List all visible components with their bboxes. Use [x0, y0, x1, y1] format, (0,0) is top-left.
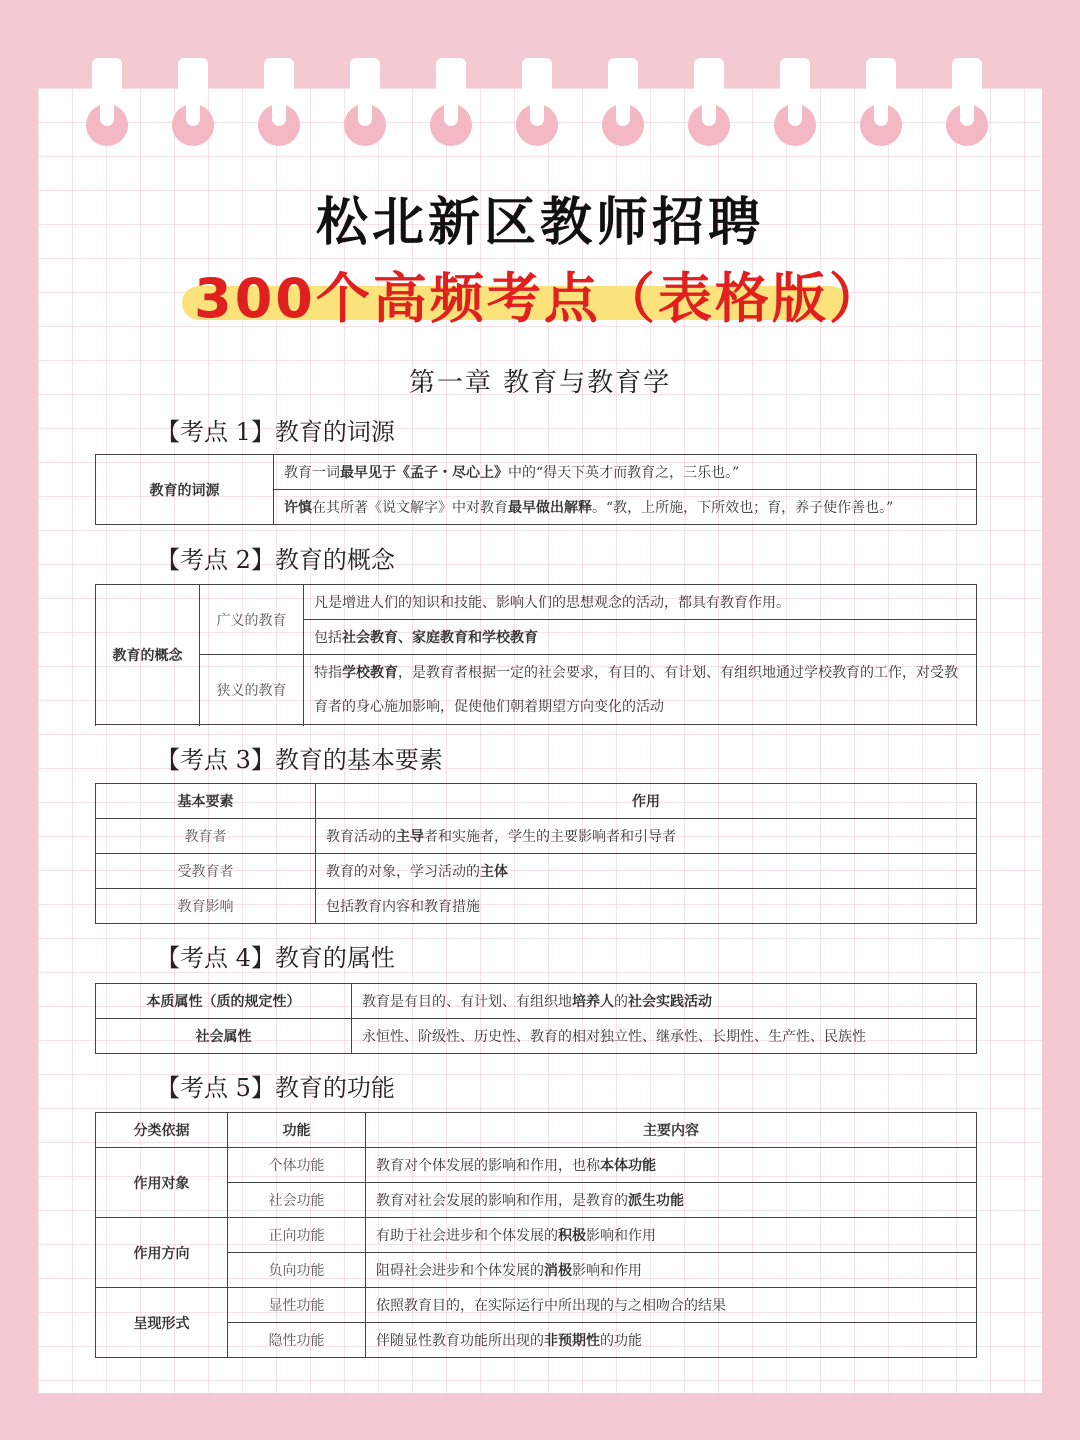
social-attribute-text: 永恒性、阶级性、历史性、教育的相对独立性、继承性、长期性、生产性、民族性: [352, 1019, 977, 1054]
binder-ring-icon: [860, 104, 902, 146]
social-attribute-label: 社会属性: [96, 1019, 352, 1054]
section-title-3: 【考点 3】教育的基本要素: [156, 746, 443, 774]
etymology-row-1: 教育一词最早见于《孟子・尽心上》中的“得天下英才而教育之，三乐也。”: [274, 455, 977, 490]
broad-education-line-1: 凡是增进人们的知识和技能、影响人们的思想观念的活动，都具有教育作用。: [304, 585, 977, 620]
functions-header-2: 功能: [228, 1113, 366, 1148]
functions-header-3: 主要内容: [366, 1113, 977, 1148]
function-content: 阻碍社会进步和个体发展的消极影响和作用: [366, 1253, 977, 1288]
etymology-table: [95, 454, 977, 525]
chapter-title: 第一章 教育与教育学: [408, 368, 672, 398]
binder-ring-icon: [516, 104, 558, 146]
table-row: [96, 1148, 977, 1183]
function-name: 隐性功能: [228, 1323, 366, 1358]
binder-ring-icon: [946, 104, 988, 146]
section-title-5: 【考点 5】教育的功能: [156, 1074, 395, 1102]
binder-ring-icon: [688, 104, 730, 146]
element-role: 包括教育内容和教育措施: [316, 889, 977, 924]
section-title-2: 【考点 2】教育的概念: [156, 546, 395, 574]
elements-header-2: 作用: [316, 784, 977, 819]
elements-table: [95, 783, 977, 924]
concept-label: 教育的概念: [96, 585, 200, 725]
binder-ring-icon: [86, 104, 128, 146]
table-row: [96, 889, 977, 924]
etymology-row-2: 许慎在其所著《说文解字》中对教育最早做出解释。“教，上所施，下所效也；育，养子使作善也。”: [274, 490, 977, 525]
element-name: 受教育者: [96, 854, 316, 889]
table-row: [96, 1183, 977, 1218]
binder-ring-icon: [344, 104, 386, 146]
function-name: 正向功能: [228, 1218, 366, 1253]
basis-label: 呈现形式: [96, 1288, 228, 1358]
binder-ring-icon: [430, 104, 472, 146]
function-content: 教育对个体发展的影响和作用，也称本体功能: [366, 1148, 977, 1183]
element-role: 教育活动的主导者和实施者，学生的主要影响者和引导者: [316, 819, 977, 854]
element-name: 教育影响: [96, 889, 316, 924]
table-row: [96, 854, 977, 889]
table-row: [96, 819, 977, 854]
basis-label: 作用对象: [96, 1148, 228, 1218]
element-role: 教育的对象，学习活动的主体: [316, 854, 977, 889]
table-row: [96, 1323, 977, 1358]
binder-ring-icon: [258, 104, 300, 146]
page-subtitle: 300个高频考点（表格版）: [194, 267, 886, 330]
function-name: 显性功能: [228, 1288, 366, 1323]
function-content: 有助于社会进步和个体发展的积极影响和作用: [366, 1218, 977, 1253]
basis-label: 作用方向: [96, 1218, 228, 1288]
binder-ring-icon: [172, 104, 214, 146]
function-name: 社会功能: [228, 1183, 366, 1218]
function-name: 个体功能: [228, 1148, 366, 1183]
etymology-label: 教育的词源: [96, 455, 274, 525]
narrow-education-text: 特指学校教育，是教育者根据一定的社会要求，有目的、有计划、有组织地通过学校教育的工作，对受教育者的身心施加影响，促使他们朝着期望方向变化的活动: [304, 655, 977, 725]
broad-education-label: 广义的教育: [200, 585, 304, 655]
function-content: 依照教育目的，在实际运行中所出现的与之相吻合的结果: [366, 1288, 977, 1323]
table-row: [96, 1253, 977, 1288]
attributes-table: [95, 983, 977, 1054]
essential-attribute-label: 本质属性（质的规定性）: [96, 984, 352, 1019]
page-title: 松北新区教师招聘: [315, 193, 764, 253]
binder-ring-icon: [774, 104, 816, 146]
function-content: 教育对社会发展的影响和作用，是教育的派生功能: [366, 1183, 977, 1218]
broad-education-line-2: 包括社会教育、家庭教育和学校教育: [304, 620, 977, 655]
function-name: 负向功能: [228, 1253, 366, 1288]
functions-table: [95, 1112, 977, 1358]
section-title-4: 【考点 4】教育的属性: [156, 944, 395, 972]
concept-table: [95, 584, 977, 725]
binder-ring-icon: [602, 104, 644, 146]
functions-header-1: 分类依据: [96, 1113, 228, 1148]
section-title-1: 【考点 1】教育的词源: [156, 418, 395, 446]
table-row: [96, 1218, 977, 1253]
table-row: [96, 1288, 977, 1323]
elements-header-1: 基本要素: [96, 784, 316, 819]
element-name: 教育者: [96, 819, 316, 854]
function-content: 伴随显性教育功能所出现的非预期性的功能: [366, 1323, 977, 1358]
narrow-education-label: 狭义的教育: [200, 655, 304, 725]
essential-attribute-text: 教育是有目的、有计划、有组织地培养人的社会实践活动: [352, 984, 977, 1019]
